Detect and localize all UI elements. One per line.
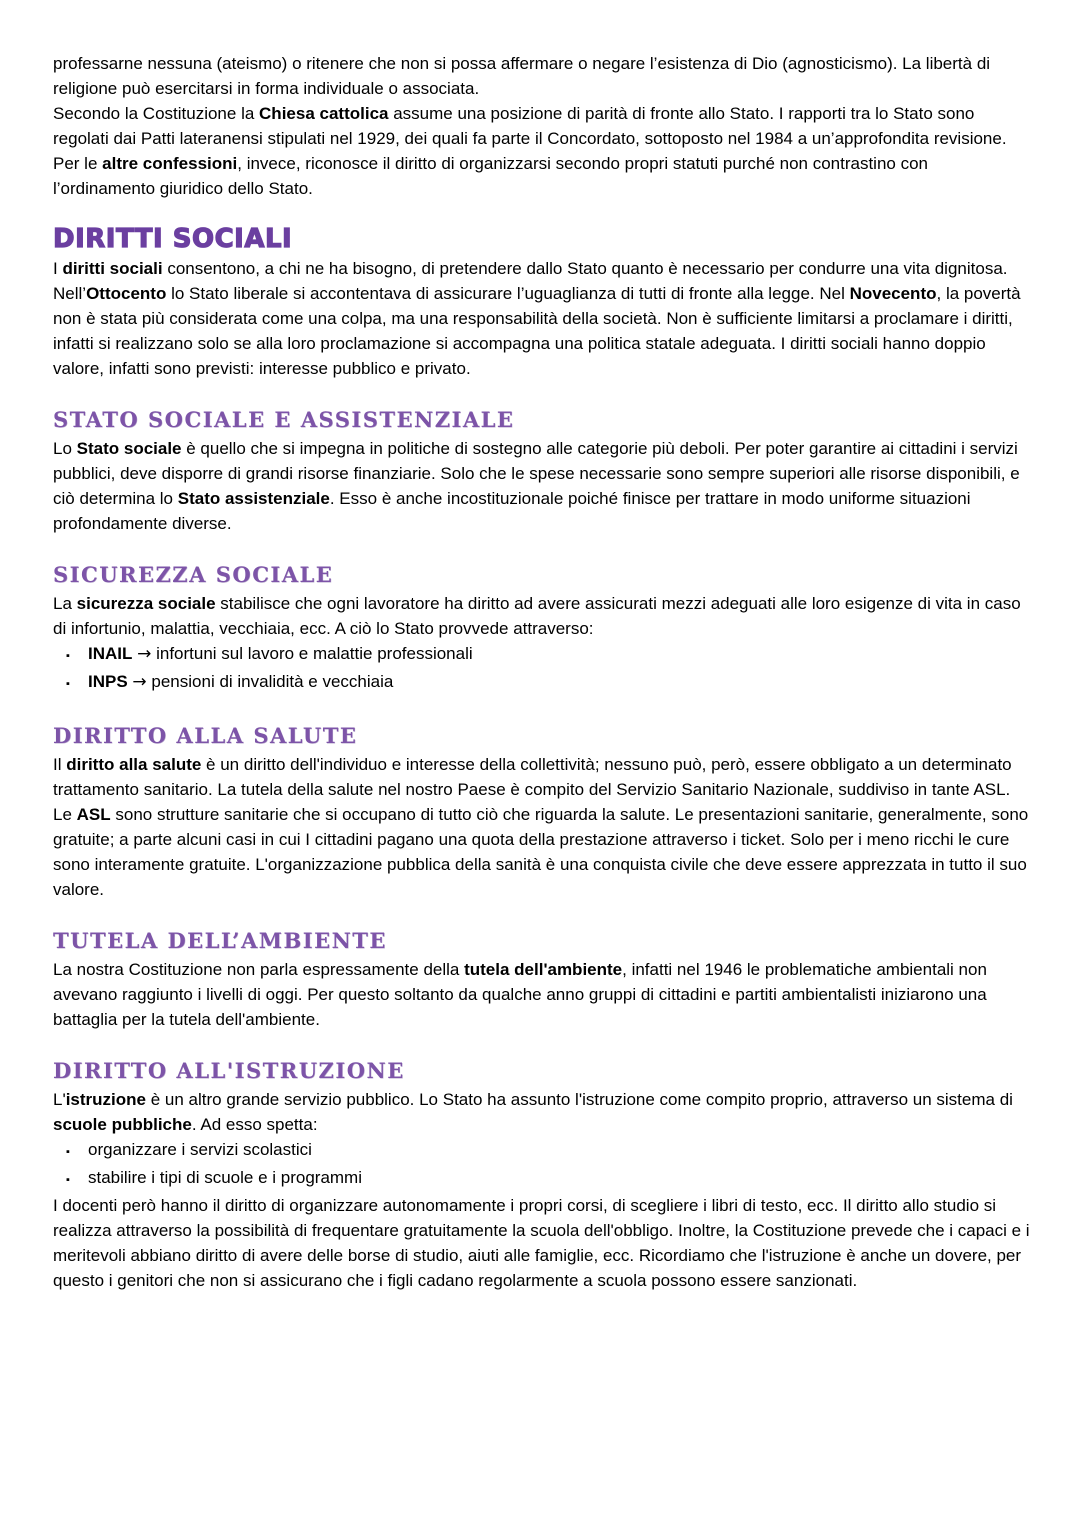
- text-run: è quello che si impegna in politiche di sostegno alle categorie più deboli. Per poter garantire ai cittadini i servizi pubblici, deve disporre di grandi risorse finanziarie. Solo che le spese necessarie sono sempre superiori alle risorse disponibili, e ciò determina lo: [53, 439, 1020, 508]
- text-run: Secondo la Costituzione la: [53, 104, 260, 123]
- text-run: infortuni sul lavoro e malattie professionali: [151, 644, 473, 663]
- list-item: [53, 1137, 1032, 1165]
- bold-text-run: diritto alla salute: [66, 755, 202, 774]
- paragraph: [53, 1087, 1032, 1137]
- paragraph: [53, 151, 1032, 201]
- text-run: Nell’: [53, 284, 87, 303]
- list-item: [53, 669, 1032, 697]
- bold-text-run: Novecento: [849, 284, 937, 303]
- list-item: [53, 641, 1032, 669]
- text-run: lo Stato liberale si accontentava di assicurare l’uguaglianza di tutti di fronte alla legge. Nel: [166, 284, 850, 303]
- text-run: stabilisce che ogni lavoratore ha diritto ad avere assicurati mezzi adeguati alle loro esigenze di vita in caso di infortunio, malattia, vecchiaia, ecc. A ciò lo Stato provvede attraverso:: [53, 594, 1021, 638]
- paragraph: [53, 957, 1032, 1032]
- bold-text-run: INAIL: [88, 644, 133, 663]
- bold-text-run: istruzione: [65, 1090, 146, 1109]
- section-heading: DIRITTO ALLA SALUTE: [53, 723, 358, 748]
- text-run: è un altro grande servizio pubblico. Lo Stato ha assunto l'istruzione come compito proprio, attraverso un sistema di: [146, 1090, 1013, 1109]
- paragraph: [53, 1193, 1032, 1293]
- text-run: , la povertà non è stata più considerata come una colpa, ma una responsabilità della società. Non è sufficiente limitarsi a proclamare i diritti, infatti si realizzano solo se alla loro proclamazione si accompagna una politica statale adeguata. I diritti sociali hanno doppio valore, infatti sono previsti: interesse pubblico e privato.: [53, 284, 1021, 378]
- section-heading: STATO SOCIALE E ASSISTENZIALE: [53, 407, 515, 432]
- paragraph: [53, 436, 1032, 536]
- bold-text-run: Ottocento: [86, 284, 167, 303]
- bold-text-run: altre confessioni: [102, 154, 238, 173]
- text-run: La: [53, 594, 77, 613]
- text-run: Per le: [53, 154, 103, 173]
- paragraph: [53, 51, 1032, 101]
- text-run: , infatti nel 1946 le problematiche ambientali non avevano raggiunto i livelli di oggi. Per questo soltanto da qualche anno gruppi di cittadini e partiti ambientalisti iniziarono una battaglia per la tutela dell'ambiente.: [53, 960, 987, 1029]
- paragraph: [53, 101, 1032, 151]
- bold-text-run: ASL: [76, 805, 111, 824]
- text-run: . Ad esso spetta:: [191, 1115, 318, 1134]
- bold-text-run: Stato sociale: [76, 439, 182, 458]
- paragraph: [53, 752, 1032, 902]
- text-run: è un diritto dell'individuo e interesse della collettività; nessuno può, però, essere obbligato a un determinato trattamento sanitario. La tutela della salute nel nostro Paese è compito del Servizio Sanitario Nazionale, suddiviso in tante ASL. Le: [53, 755, 1012, 824]
- section-heading: DIRITTO ALL'ISTRUZIONE: [53, 1058, 405, 1083]
- list-item-text: [88, 1165, 362, 1190]
- bullet-square-icon: ▪: [66, 678, 70, 690]
- bullet-square-icon: ▪: [66, 1146, 70, 1158]
- list-item-text: [88, 641, 473, 667]
- bullet-square-icon: ▪: [66, 1174, 70, 1186]
- text-run: . Esso è anche incostituzionale poiché finisce per trattare in modo uniforme situazioni profondamente diverse.: [53, 489, 971, 533]
- list-item: [53, 1165, 1032, 1193]
- paragraph: [53, 281, 1032, 381]
- list-item-text: [88, 1137, 312, 1162]
- bullet-square-icon: ▪: [66, 650, 70, 662]
- text-run: consentono, a chi ne ha bisogno, di pretendere dallo Stato quanto è necessario per condurre una vita dignitosa.: [162, 259, 1008, 278]
- list-item-text: [88, 669, 393, 695]
- text-run: sono strutture sanitarie che si occupano di tutto ciò che riguarda la salute. Le presentazioni sanitarie, generalmente, sono gratuite; a parte alcuni casi in cui I cittadini pagano una quota della prestazione attraverso i ticket. Solo per i meno ricchi le cure sono interamente gratuite. L'organizzazione pubblica della sanità è una conquista civile che deve essere apprezzata in tutto il suo valore.: [53, 805, 1029, 899]
- chapter-heading: DIRITTI SOCIALI: [53, 224, 293, 254]
- text-run: pensioni di invalidità e vecchiaia: [146, 672, 394, 691]
- text-run: organizzare i servizi scolastici: [88, 1140, 312, 1159]
- text-run: stabilire i tipi di scuole e i programmi: [88, 1168, 362, 1187]
- section-heading: TUTELA DELL’AMBIENTE: [53, 928, 387, 953]
- bold-text-run: Stato assistenziale: [177, 489, 330, 508]
- section-heading: SICUREZZA SOCIALE: [53, 562, 334, 587]
- text-run: assume una posizione di parità di fronte allo Stato. I rapporti tra lo Stato sono regolati dai Patti lateranensi stipulati nel 1929, dei quali fa parte il Concordato, sottoposto nel 1984 a un’approfondita revisione.: [53, 104, 1007, 148]
- bold-text-run: Chiesa cattolica: [259, 104, 389, 123]
- bold-text-run: tutela dell'ambiente: [464, 960, 623, 979]
- bold-text-run: sicurezza sociale: [76, 594, 216, 613]
- arrow-icon: →: [137, 644, 152, 664]
- text-run: I: [53, 259, 63, 278]
- paragraph: [53, 256, 1032, 281]
- bold-text-run: scuole pubbliche: [53, 1115, 192, 1134]
- text-run: Il: [53, 755, 67, 774]
- text-run: La nostra Costituzione non parla espressamente della: [53, 960, 465, 979]
- bullet-list: [53, 1137, 1032, 1193]
- text-run: Lo: [53, 439, 77, 458]
- arrow-icon: →: [132, 672, 147, 692]
- bullet-list: [53, 641, 1032, 697]
- bold-text-run: diritti sociali: [62, 259, 163, 278]
- text-run: , invece, riconosce il diritto di organizzarsi secondo propri statuti purché non contrastino con l’ordinamento giuridico dello Stato.: [53, 154, 928, 198]
- paragraph: [53, 591, 1032, 641]
- text-run: I docenti però hanno il diritto di organizzare autonomamente i propri corsi, di scegliere i libri di testo, ecc. Il diritto allo studio si realizza attraverso la possibilità di frequentare gratuitamente la scuola dell'obbligo. Inoltre, la Costituzione prevede che i capaci e i meritevoli abbiano diritto di avere delle borse di studio, aiuti alle famiglie, ecc. Ricordiamo che l'istruzione è anche un dovere, per questo i genitori che non si assicurano che i figli cadano regolarmente a scuola possono essere sanzionati.: [53, 1196, 1030, 1290]
- text-run: L': [53, 1090, 66, 1109]
- bold-text-run: INPS: [88, 672, 128, 691]
- text-run: professarne nessuna (ateismo) o ritenere che non si possa affermare o negare l’esistenza di Dio (agnosticismo). La libertà di religione può esercitarsi in forma individuale o associata.: [53, 54, 991, 98]
